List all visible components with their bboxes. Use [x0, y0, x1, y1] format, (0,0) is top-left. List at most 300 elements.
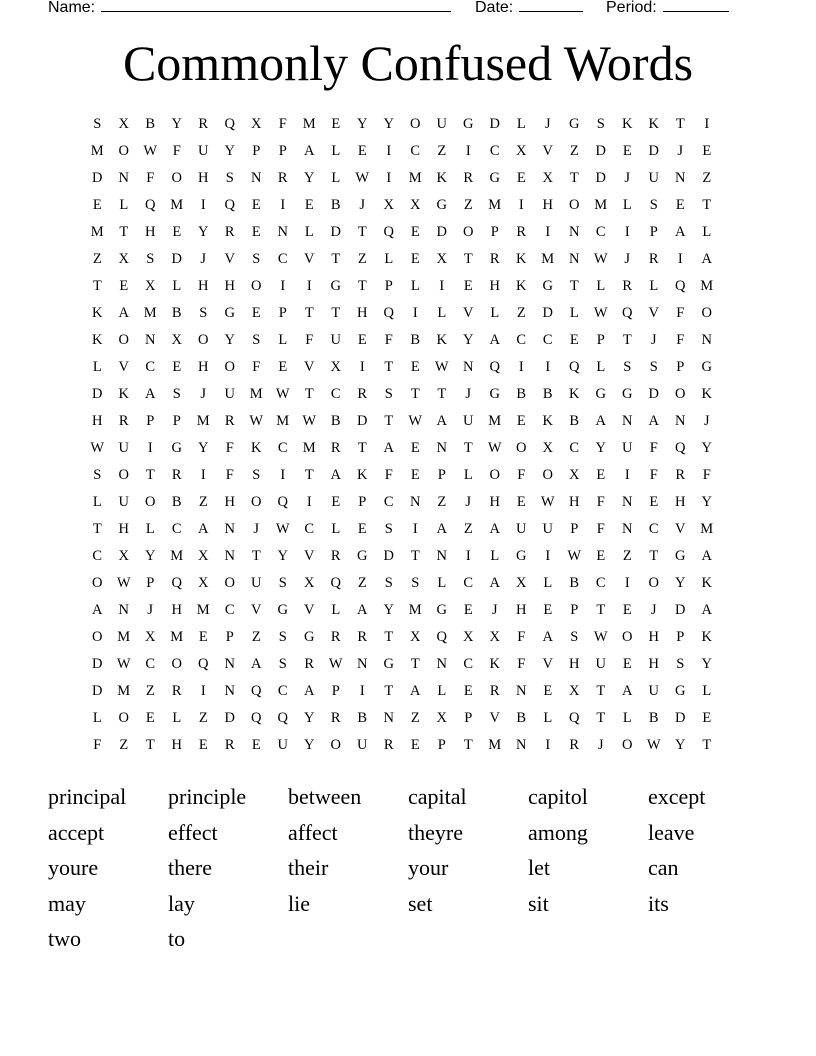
grid-letter: T [622, 332, 632, 348]
grid-letter: Z [569, 143, 579, 159]
grid-letter: T [357, 440, 367, 456]
grid-letter: R [489, 683, 500, 699]
grid-letter: Q [224, 197, 235, 213]
grid-letter: L [119, 197, 129, 213]
grid-letter: D [92, 170, 103, 186]
grid-letter: I [412, 521, 418, 537]
grid-letter: N [224, 683, 235, 699]
grid-letter: T [596, 710, 606, 726]
grid-letter: W [275, 521, 290, 537]
grid-letter: V [304, 602, 315, 618]
grid-letter: G [224, 305, 235, 321]
grid-letter: A [701, 548, 712, 564]
grid-letter: I [624, 467, 630, 483]
grid-letter: T [357, 224, 367, 240]
word-bank-item: two [48, 926, 81, 952]
grid-letter: Q [198, 656, 209, 672]
grid-letter: N [516, 737, 527, 753]
grid-letter: W [593, 305, 608, 321]
grid-letter: W [408, 413, 423, 429]
word-bank-item: accept [48, 819, 105, 845]
grid-letter: I [624, 224, 630, 240]
grid-letter: B [569, 413, 580, 429]
word-bank-item: leave [648, 819, 695, 845]
grid-letter: F [649, 440, 658, 456]
grid-letter: A [198, 521, 209, 537]
grid-letter: T [304, 305, 314, 321]
grid-letter: S [596, 116, 605, 132]
grid-letter: S [649, 197, 658, 213]
word-search-grid [84, 111, 720, 759]
grid-letter: X [410, 197, 421, 213]
grid-letter: A [489, 332, 500, 348]
grid-letter: G [675, 683, 686, 699]
grid-letter: X [251, 116, 262, 132]
grid-letter: F [225, 440, 234, 456]
grid-letter: N [569, 251, 580, 267]
grid-letter: A [701, 251, 712, 267]
grid-letter: E [410, 251, 420, 267]
grid-letter: P [649, 224, 658, 240]
word-bank-item: your [408, 855, 449, 881]
grid-letter: L [331, 170, 341, 186]
grid-letter: E [251, 224, 261, 240]
grid-letter: J [465, 494, 472, 510]
grid-letter: A [648, 413, 659, 429]
grid-letter: W [116, 656, 131, 672]
grid-letter: Z [622, 548, 632, 564]
grid-letter: Y [198, 224, 209, 240]
grid-letter: P [358, 494, 367, 510]
grid-letter: T [384, 359, 394, 375]
date-field [475, 0, 583, 17]
grid-letter: T [92, 278, 102, 294]
grid-letter: Y [277, 548, 288, 564]
grid-letter: X [436, 710, 447, 726]
grid-letter: Q [622, 305, 633, 321]
grid-letter: K [542, 413, 553, 429]
grid-letter: S [570, 629, 579, 645]
grid-letter: M [117, 629, 131, 645]
grid-letter: C [277, 440, 288, 456]
grid-letter: N [118, 170, 129, 186]
period-field [606, 0, 729, 17]
grid-letter: I [545, 737, 551, 753]
grid-letter: P [172, 413, 181, 429]
grid-letter: S [384, 386, 393, 402]
grid-letter: T [702, 197, 712, 213]
grid-letter: A [145, 386, 156, 402]
grid-letter: G [436, 602, 447, 618]
grid-letter: S [623, 359, 632, 375]
grid-letter: L [622, 197, 632, 213]
grid-letter: Z [92, 251, 102, 267]
grid-letter: J [624, 251, 631, 267]
grid-letter: Z [251, 629, 261, 645]
grid-letter: X [542, 440, 553, 456]
grid-letter: P [490, 224, 499, 240]
grid-letter: L [331, 521, 341, 537]
grid-letter: F [702, 467, 711, 483]
grid-letter: E [463, 278, 473, 294]
grid-letter: L [490, 548, 500, 564]
grid-letter: O [251, 278, 262, 294]
grid-letter: D [648, 143, 659, 159]
grid-letter: G [542, 278, 553, 294]
grid-letter: K [701, 386, 712, 402]
grid-letter: C [410, 143, 421, 159]
grid-letter: J [677, 143, 684, 159]
grid-letter: N [436, 440, 447, 456]
grid-letter: Q [330, 575, 341, 591]
grid-letter: Y [675, 737, 686, 753]
word-bank-item: principle [168, 784, 247, 809]
grid-letter: T [331, 251, 341, 267]
grid-letter: R [304, 656, 315, 672]
word-bank-item: let [528, 855, 550, 881]
grid-letter: R [171, 467, 182, 483]
grid-letter: T [596, 602, 606, 618]
grid-letter: G [436, 197, 447, 213]
grid-letter: I [465, 143, 471, 159]
grid-letter: H [145, 224, 156, 240]
grid-letter: E [543, 602, 553, 618]
grid-letter: K [118, 386, 129, 402]
grid-letter: A [118, 305, 129, 321]
grid-letter: L [596, 278, 606, 294]
grid-letter: Y [171, 116, 182, 132]
grid-letter: M [117, 683, 131, 699]
grid-letter: O [198, 332, 209, 348]
grid-letter: G [489, 386, 500, 402]
grid-letter: B [516, 386, 527, 402]
grid-letter: I [677, 251, 683, 267]
grid-letter: L [304, 224, 314, 240]
grid-letter: F [384, 467, 393, 483]
grid-letter: J [544, 116, 551, 132]
grid-letter: Y [383, 116, 394, 132]
grid-letter: W [275, 386, 290, 402]
grid-letter: L [649, 278, 659, 294]
grid-letter: D [675, 710, 686, 726]
grid-letter: O [224, 359, 235, 375]
grid-letter: A [436, 521, 447, 537]
grid-letter: P [596, 332, 605, 348]
grid-letter: R [330, 440, 341, 456]
grid-letter: O [92, 575, 103, 591]
word-bank-item: effect [168, 819, 218, 845]
grid-letter: O [118, 332, 129, 348]
grid-letter: X [198, 575, 209, 591]
grid-letter: S [252, 467, 261, 483]
grid-letter: T [675, 116, 685, 132]
grid-letter: C [463, 575, 474, 591]
grid-letter: R [198, 116, 209, 132]
grid-letter: Y [198, 440, 209, 456]
grid-letter: I [280, 278, 286, 294]
grid-letter: Y [304, 737, 315, 753]
grid-letter: B [145, 116, 156, 132]
grid-letter: V [118, 359, 129, 375]
grid-letter: C [277, 251, 288, 267]
grid-letter: L [596, 359, 606, 375]
grid-letter: V [304, 251, 315, 267]
grid-letter: G [595, 386, 606, 402]
grid-letter: E [702, 710, 712, 726]
grid-letter: O [622, 737, 633, 753]
grid-letter: D [92, 656, 103, 672]
grid-letter: E [649, 494, 659, 510]
grid-letter: O [516, 440, 527, 456]
grid-letter: N [436, 548, 447, 564]
grid-letter: J [200, 251, 207, 267]
grid-letter: N [622, 521, 633, 537]
grid-letter: E [410, 359, 420, 375]
grid-letter: Z [410, 710, 420, 726]
grid-letter: N [251, 170, 262, 186]
grid-letter: M [541, 251, 555, 267]
grid-letter: J [253, 521, 260, 537]
grid-letter: B [330, 197, 341, 213]
grid-letter: H [675, 494, 686, 510]
grid-letter: O [622, 629, 633, 645]
grid-letter: V [251, 602, 262, 618]
period-label: Period: [606, 0, 657, 16]
grid-letter: P [570, 602, 579, 618]
grid-letter: T [410, 548, 420, 564]
grid-letter: R [675, 467, 686, 483]
grid-letter: J [650, 332, 657, 348]
word-bank-item: among [528, 819, 588, 845]
grid-letter: D [542, 305, 553, 321]
grid-letter: L [490, 305, 500, 321]
grid-letter: G [277, 602, 288, 618]
grid-letter: L [543, 575, 553, 591]
grid-letter: U [224, 386, 235, 402]
grid-letter: L [622, 710, 632, 726]
grid-letter: S [278, 575, 287, 591]
grid-letter: F [305, 332, 314, 348]
word-bank-item: its [648, 890, 669, 916]
grid-letter: U [277, 737, 288, 753]
grid-letter: B [648, 710, 659, 726]
grid-letter: T [596, 683, 606, 699]
grid-letter: E [304, 197, 314, 213]
grid-letter: Q [224, 116, 235, 132]
grid-letter: X [569, 467, 580, 483]
grid-letter: I [439, 278, 445, 294]
grid-letter: A [383, 440, 394, 456]
grid-letter: E [702, 143, 712, 159]
grid-letter: O [569, 197, 580, 213]
grid-letter: Q [569, 710, 580, 726]
grid-letter: B [357, 710, 368, 726]
grid-letter: T [702, 737, 712, 753]
grid-letter: L [331, 143, 341, 159]
grid-letter: W [249, 413, 264, 429]
grid-letter: L [92, 710, 102, 726]
grid-letter: M [90, 143, 104, 159]
grid-letter: F [252, 359, 261, 375]
grid-letter: C [463, 656, 474, 672]
grid-letter: Y [675, 575, 686, 591]
grid-letter: Z [357, 251, 367, 267]
grid-letter: P [146, 575, 155, 591]
word-bank-item: sit [528, 890, 549, 916]
grid-letter: E [410, 467, 420, 483]
grid-letter: C [542, 332, 553, 348]
grid-letter: T [463, 737, 473, 753]
grid-letter: R [224, 224, 235, 240]
name-blank-line [101, 0, 451, 12]
grid-letter: E [569, 332, 579, 348]
grid-letter: H [224, 278, 235, 294]
grid-letter: L [278, 332, 288, 348]
grid-letter: S [252, 251, 261, 267]
grid-letter: Z [437, 494, 447, 510]
grid-letter: W [90, 440, 105, 456]
grid-letter: I [306, 278, 312, 294]
grid-letter: S [278, 656, 287, 672]
word-bank-item: capitol [528, 784, 588, 809]
word-bank-item: to [168, 926, 186, 952]
grid-letter: P [252, 143, 261, 159]
grid-letter: Q [383, 224, 394, 240]
grid-letter: N [436, 656, 447, 672]
grid-letter: P [437, 737, 446, 753]
grid-letter: Z [437, 143, 447, 159]
grid-letter: V [304, 548, 315, 564]
grid-letter: M [408, 602, 422, 618]
grid-letter: M [170, 548, 184, 564]
grid-letter: T [304, 467, 314, 483]
word-bank-item: youre [48, 855, 99, 881]
grid-letter: H [542, 197, 553, 213]
grid-letter: W [143, 143, 158, 159]
grid-letter: X [171, 332, 182, 348]
grid-letter: U [118, 494, 129, 510]
grid-letter: H [569, 494, 580, 510]
grid-letter: M [408, 170, 422, 186]
grid-letter: Q [675, 440, 686, 456]
grid-letter: A [357, 602, 368, 618]
grid-letter: Z [702, 170, 712, 186]
grid-letter: T [649, 548, 659, 564]
grid-letter: Y [304, 710, 315, 726]
grid-letter: P [676, 359, 685, 375]
grid-letter: K [251, 440, 262, 456]
grid-letter: L [172, 278, 182, 294]
grid-letter: Y [383, 602, 394, 618]
grid-letter: V [463, 305, 474, 321]
grid-letter: Y [224, 332, 235, 348]
grid-letter: A [304, 683, 315, 699]
grid-letter: C [383, 494, 394, 510]
grid-letter: U [436, 116, 447, 132]
grid-letter: G [383, 656, 394, 672]
grid-letter: W [302, 413, 317, 429]
grid-letter: U [648, 683, 659, 699]
grid-letter: P [384, 278, 393, 294]
grid-letter: R [569, 737, 580, 753]
grid-letter: U [198, 143, 209, 159]
grid-letter: S [199, 305, 208, 321]
grid-letter: M [90, 224, 104, 240]
grid-letter: D [595, 143, 606, 159]
grid-letter: Y [304, 170, 315, 186]
grid-letter: A [92, 602, 103, 618]
grid-letter: J [703, 413, 710, 429]
grid-letter: H [92, 413, 103, 429]
grid-letter: T [463, 440, 473, 456]
grid-letter: Q [277, 710, 288, 726]
grid-letter: D [648, 386, 659, 402]
grid-letter: T [569, 278, 579, 294]
grid-letter: P [676, 629, 685, 645]
grid-letter: A [675, 224, 686, 240]
grid-letter: E [543, 683, 553, 699]
grid-letter: E [145, 710, 155, 726]
grid-letter: L [410, 278, 420, 294]
grid-letter: E [198, 737, 208, 753]
grid-letter: U [648, 170, 659, 186]
grid-letter: N [622, 413, 633, 429]
grid-letter: R [622, 278, 633, 294]
grid-letter: O [145, 494, 156, 510]
grid-letter: S [146, 251, 155, 267]
grid-letter: S [93, 467, 102, 483]
grid-letter: S [384, 521, 393, 537]
grid-letter: O [410, 116, 421, 132]
grid-letter: E [251, 197, 261, 213]
grid-letter: F [517, 656, 526, 672]
grid-letter: L [92, 359, 102, 375]
grid-letter: X [145, 278, 156, 294]
grid-letter: J [624, 170, 631, 186]
grid-letter: E [596, 548, 606, 564]
grid-letter: D [489, 116, 500, 132]
grid-letter: I [359, 683, 365, 699]
grid-letter: B [542, 386, 553, 402]
grid-letter: T [119, 224, 129, 240]
grid-letter: L [702, 224, 712, 240]
grid-letter: P [464, 710, 473, 726]
grid-letter: E [172, 224, 182, 240]
grid-letter: X [463, 629, 474, 645]
grid-letter: R [489, 251, 500, 267]
grid-letter: S [649, 359, 658, 375]
grid-letter: E [675, 197, 685, 213]
grid-letter: M [196, 413, 210, 429]
grid-letter: C [277, 683, 288, 699]
grid-letter: N [675, 413, 686, 429]
grid-letter: B [569, 575, 580, 591]
grid-letter: Q [145, 197, 156, 213]
grid-letter: F [278, 116, 287, 132]
grid-letter: K [489, 656, 500, 672]
grid-letter: W [646, 737, 661, 753]
grid-letter: C [595, 575, 606, 591]
grid-letter: Y [145, 548, 156, 564]
grid-letter: E [410, 737, 420, 753]
grid-letter: W [487, 440, 502, 456]
grid-letter: X [516, 575, 527, 591]
grid-letter: O [463, 224, 474, 240]
grid-letter: E [172, 359, 182, 375]
grid-letter: F [676, 332, 685, 348]
grid-letter: T [410, 386, 420, 402]
grid-letter: L [331, 602, 341, 618]
